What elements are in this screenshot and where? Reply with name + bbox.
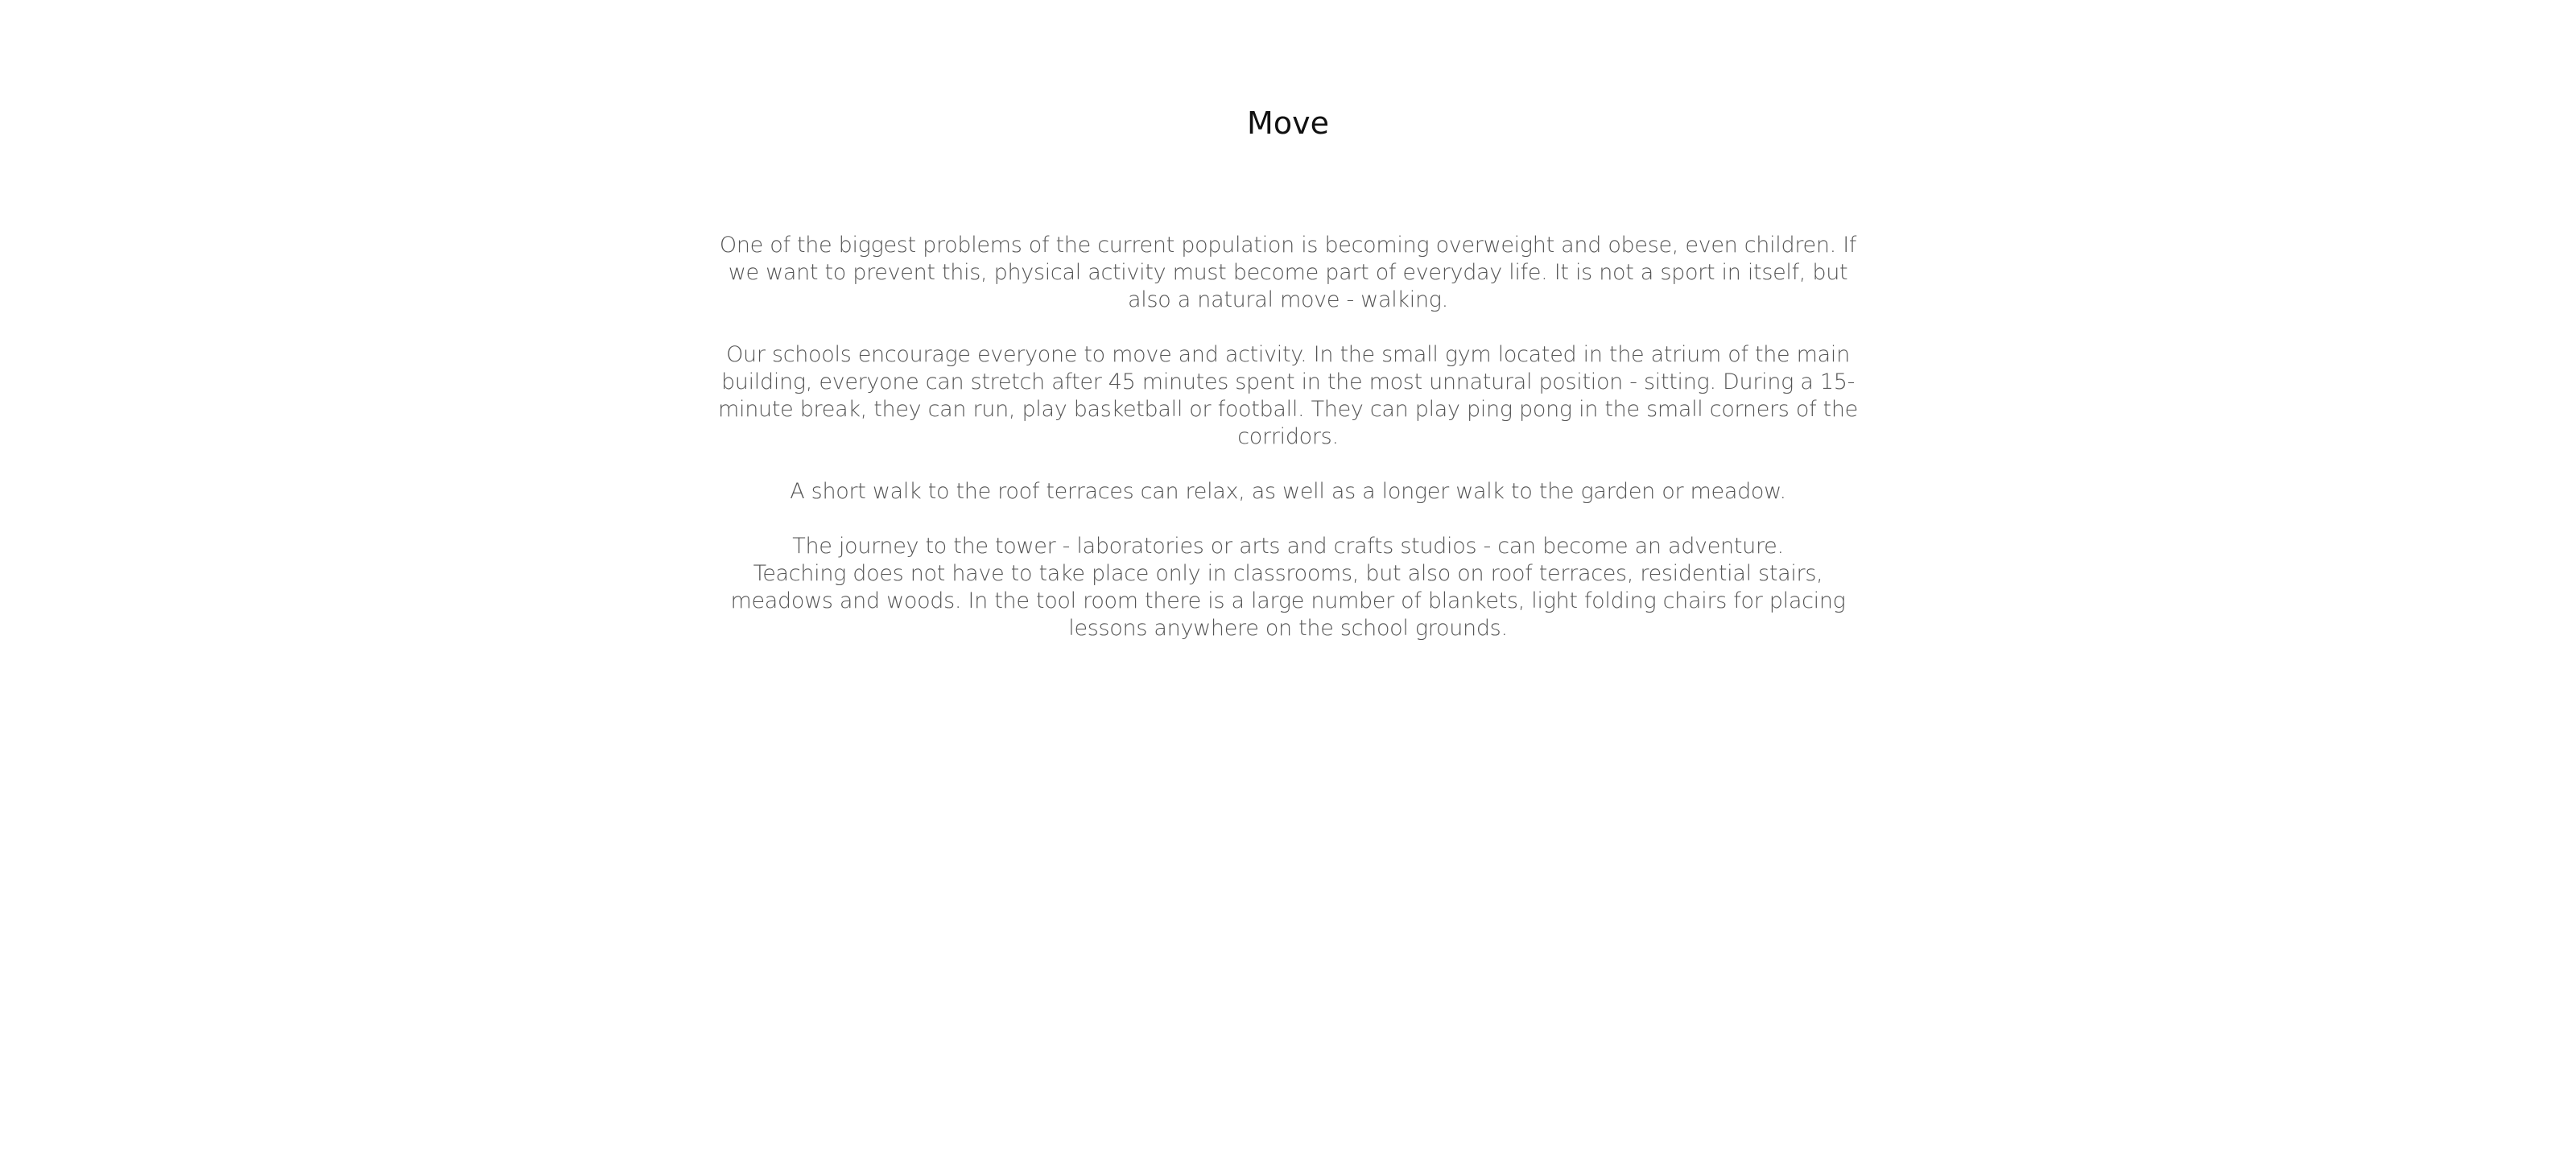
paragraph-outdoor-teaching: Teaching does not have to take place only in classrooms, but also on roof terraces, residential stairs, meadows and woods. In the tool room there is a large number of blankets, light folding chairs for placing lessons anywhere on the school grounds.: [730, 561, 1846, 641]
paragraph-roof-terraces-walk: A short walk to the roof terraces can relax, as well as a longer walk to the garden or meadow.: [790, 479, 1786, 504]
article-body: [708, 232, 1868, 642]
page-title: Move: [1247, 105, 1329, 141]
paragraph-obesity-problem: One of the biggest problems of the current population is becoming overweight and obese, even children. If we want to prevent this, physical activity must become part of everyday life. It is not a sport in itself, but also a natural move - walking.: [719, 233, 1857, 312]
paragraph-school-activity: Our schools encourage everyone to move and activity. In the small gym located in the atrium of the main building, everyone can stretch after 45 minutes spent in the most unnatural position - sitting. During a 15-minute break, they can run, play basketball or football. They can play ping pong in the small corners of the corridors.: [718, 342, 1858, 449]
paragraph-tower-journey: The journey to the tower - laboratories or arts and crafts studios - can become an adventure.: [792, 534, 1784, 559]
